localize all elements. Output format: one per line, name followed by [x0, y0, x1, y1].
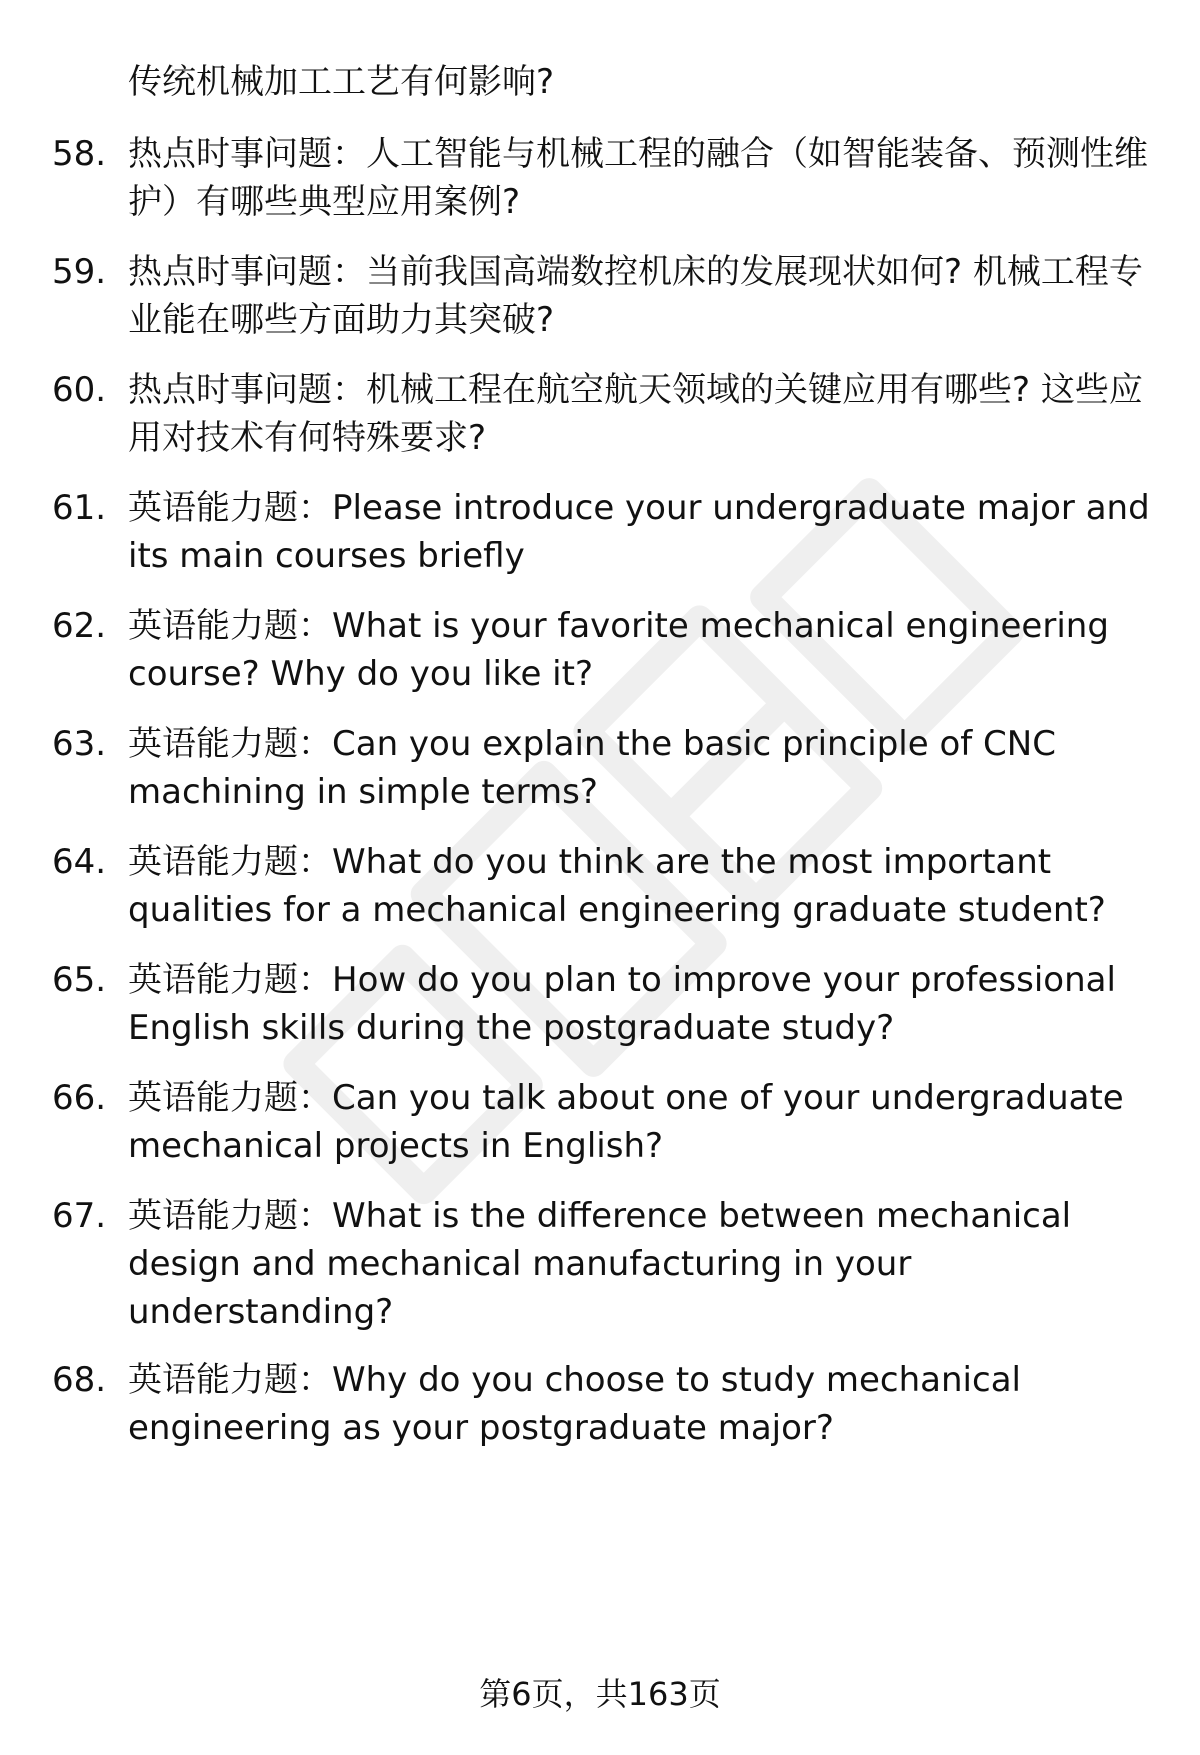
question-number: 60.	[52, 370, 107, 410]
question-category: 热点时事问题：	[128, 252, 366, 292]
question-number: 66.	[52, 1078, 107, 1118]
question-category: 热点时事问题：	[128, 134, 366, 174]
question-number: 61.	[52, 488, 107, 528]
question-body: 机械工程在航空航天领域的关键应用有哪些? 这些应用对技术有何特殊要求?	[128, 370, 1143, 458]
question-category: 英语能力题：	[128, 724, 332, 764]
question-category: 英语能力题：	[128, 960, 332, 1000]
question-text	[128, 1192, 1158, 1336]
question-category: 英语能力题：	[128, 488, 332, 528]
question-text	[128, 248, 1158, 344]
question-number: 59.	[52, 252, 107, 292]
question-number: 62.	[52, 606, 107, 646]
question-text	[128, 720, 1158, 816]
question-body: Why do you choose to study mechanical engineering as your postgraduate major?	[128, 1360, 1021, 1448]
question-number: 58.	[52, 134, 107, 174]
question-text	[128, 130, 1158, 226]
question-text	[128, 602, 1158, 698]
question-category: 英语能力题：	[128, 1078, 332, 1118]
question-category: 英语能力题：	[128, 606, 332, 646]
question-number: 67.	[52, 1196, 107, 1236]
question-text	[128, 1356, 1158, 1452]
question-body: Can you explain the basic principle of CNC machining in simple terms?	[128, 724, 1056, 812]
question-text	[128, 838, 1158, 934]
question-number: 63.	[52, 724, 107, 764]
question-body: 人工智能与机械工程的融合（如智能装备、预测性维护）有哪些典型应用案例?	[128, 134, 1148, 222]
question-body: 当前我国高端数控机床的发展现状如何? 机械工程专业能在哪些方面助力其突破?	[128, 252, 1143, 340]
question-category: 热点时事问题：	[128, 370, 366, 410]
question-text	[128, 484, 1158, 580]
question-category: 英语能力题：	[128, 1360, 332, 1400]
continuation-text: 传统机械加工工艺有何影响?	[128, 62, 555, 102]
page-footer: 第6页，共163页	[479, 1675, 721, 1713]
question-body: Please introduce your undergraduate major and its main courses briefly	[128, 488, 1150, 576]
question-text	[128, 1074, 1158, 1170]
question-number: 65.	[52, 960, 107, 1000]
question-category: 英语能力题：	[128, 1196, 332, 1236]
question-number: 68.	[52, 1360, 107, 1400]
question-body: What is your favorite mechanical engineering course? Why do you like it?	[128, 606, 1109, 694]
question-body: How do you plan to improve your professional English skills during the postgraduate study?	[128, 960, 1116, 1048]
question-body: Can you talk about one of your undergraduate mechanical projects in English?	[128, 1078, 1124, 1166]
question-text	[128, 956, 1158, 1052]
question-body: What is the difference between mechanical design and mechanical manufacturing in your understanding?	[128, 1196, 1072, 1332]
question-category: 英语能力题：	[128, 842, 332, 882]
question-number: 64.	[52, 842, 107, 882]
question-body: What do you think are the most important qualities for a mechanical engineering graduate student?	[128, 842, 1106, 930]
question-text	[128, 366, 1158, 462]
